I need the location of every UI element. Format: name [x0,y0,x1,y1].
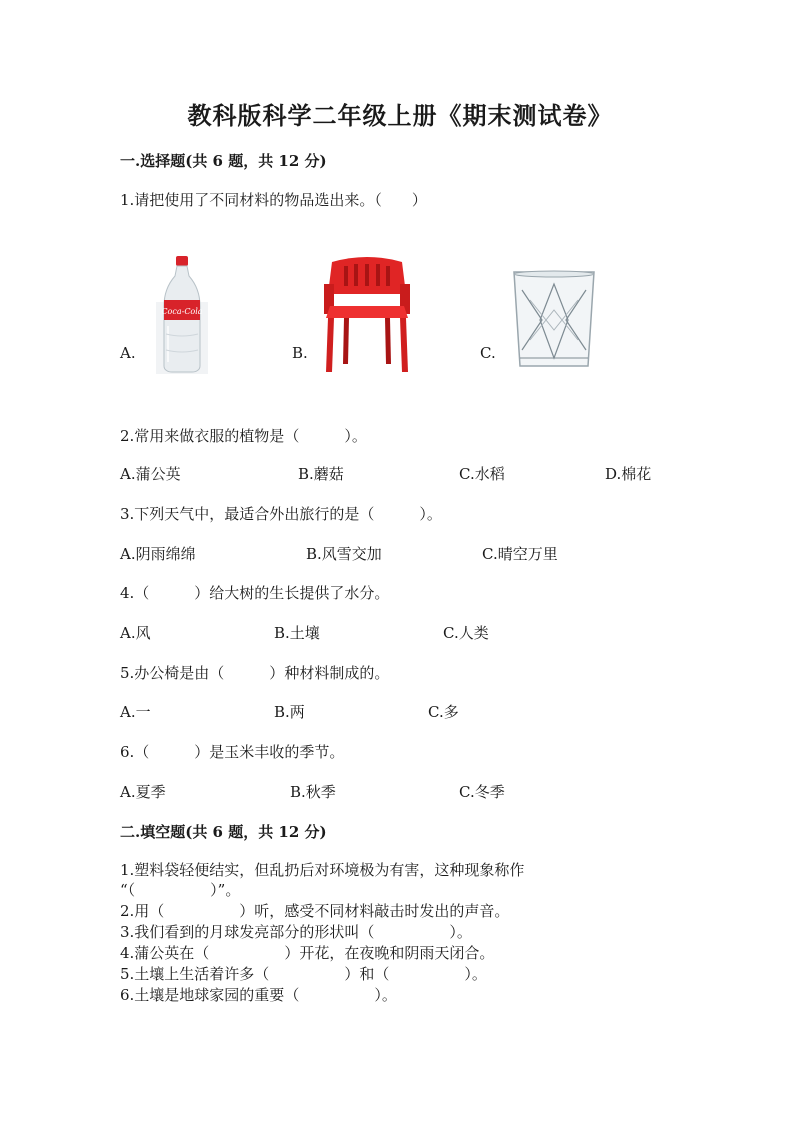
fill-blank-1-line-2: “（ ）”。 [120,881,241,899]
question-2-option-c[interactable]: C.水稻 [459,465,505,483]
section-heading-fill-blank: 二.填空题(共 6 题，共 12 分) [120,823,327,841]
coca-cola-logo: Coca-Cola [161,307,203,316]
question-4-option-a[interactable]: A.风 [120,624,151,642]
question-6-stem: 6.（ ）是玉米丰收的季节。 [120,743,345,761]
question-3-option-c[interactable]: C.晴空万里 [482,545,558,563]
section-heading-choice: 一.选择题(共 6 题，共 12 分) [120,152,327,170]
question-1-stem: 1.请把使用了不同材料的物品选出来。（ ） [120,191,427,209]
fill-blank-3: 3.我们看到的月球发亮部分的形状叫（ ）。 [120,923,472,941]
question-2-stem: 2.常用来做衣服的植物是（ ）。 [120,427,367,445]
question-4-option-c[interactable]: C.人类 [443,624,489,642]
fill-blank-2: 2.用（ ）听，感受不同材料敲击时发出的声音。 [120,902,510,920]
question-1-option-a-label[interactable]: A. [120,344,136,362]
question-4-stem: 4.（ ）给大树的生长提供了水分。 [120,584,390,602]
question-2-option-d[interactable]: D.棉花 [605,465,652,483]
page-title: 教科版科学二年级上册《期末测试卷》 [187,101,613,130]
question-1-option-b-label[interactable]: B. [292,344,308,362]
question-6-option-a[interactable]: A.夏季 [120,783,166,801]
question-5-option-c[interactable]: C.多 [428,703,459,721]
question-3-stem: 3.下列天气中，最适合外出旅行的是（ ）。 [120,505,442,523]
question-3-option-a[interactable]: A.阴雨绵绵 [120,545,196,563]
coca-cola-bottle-image [156,254,208,374]
red-plastic-chair-image [322,254,412,374]
crystal-glass-image [512,270,596,370]
question-6-option-c[interactable]: C.冬季 [459,783,505,801]
fill-blank-4: 4.蒲公英在（ ）开花，在夜晚和阴雨天闭合。 [120,944,495,962]
question-3-option-b[interactable]: B.风雪交加 [306,545,382,563]
fill-blank-1-line-1: 1.塑料袋轻便结实，但乱扔后对环境极为有害，这种现象称作 [120,861,525,879]
question-5-stem: 5.办公椅是由（ ）种材料制成的。 [120,664,390,682]
question-6-option-b[interactable]: B.秋季 [290,783,336,801]
question-5-option-a[interactable]: A.一 [120,703,151,721]
fill-blank-6: 6.土壤是地球家园的重要（ ）。 [120,986,397,1004]
question-2-option-b[interactable]: B.蘑菇 [298,465,344,483]
fill-blank-5: 5.土壤上生活着许多（ ）和（ ）。 [120,965,487,983]
question-4-option-b[interactable]: B.土壤 [274,624,320,642]
question-2-option-a[interactable]: A.蒲公英 [120,465,181,483]
question-5-option-b[interactable]: B.两 [274,703,305,721]
question-1-option-c-label[interactable]: C. [480,344,496,362]
